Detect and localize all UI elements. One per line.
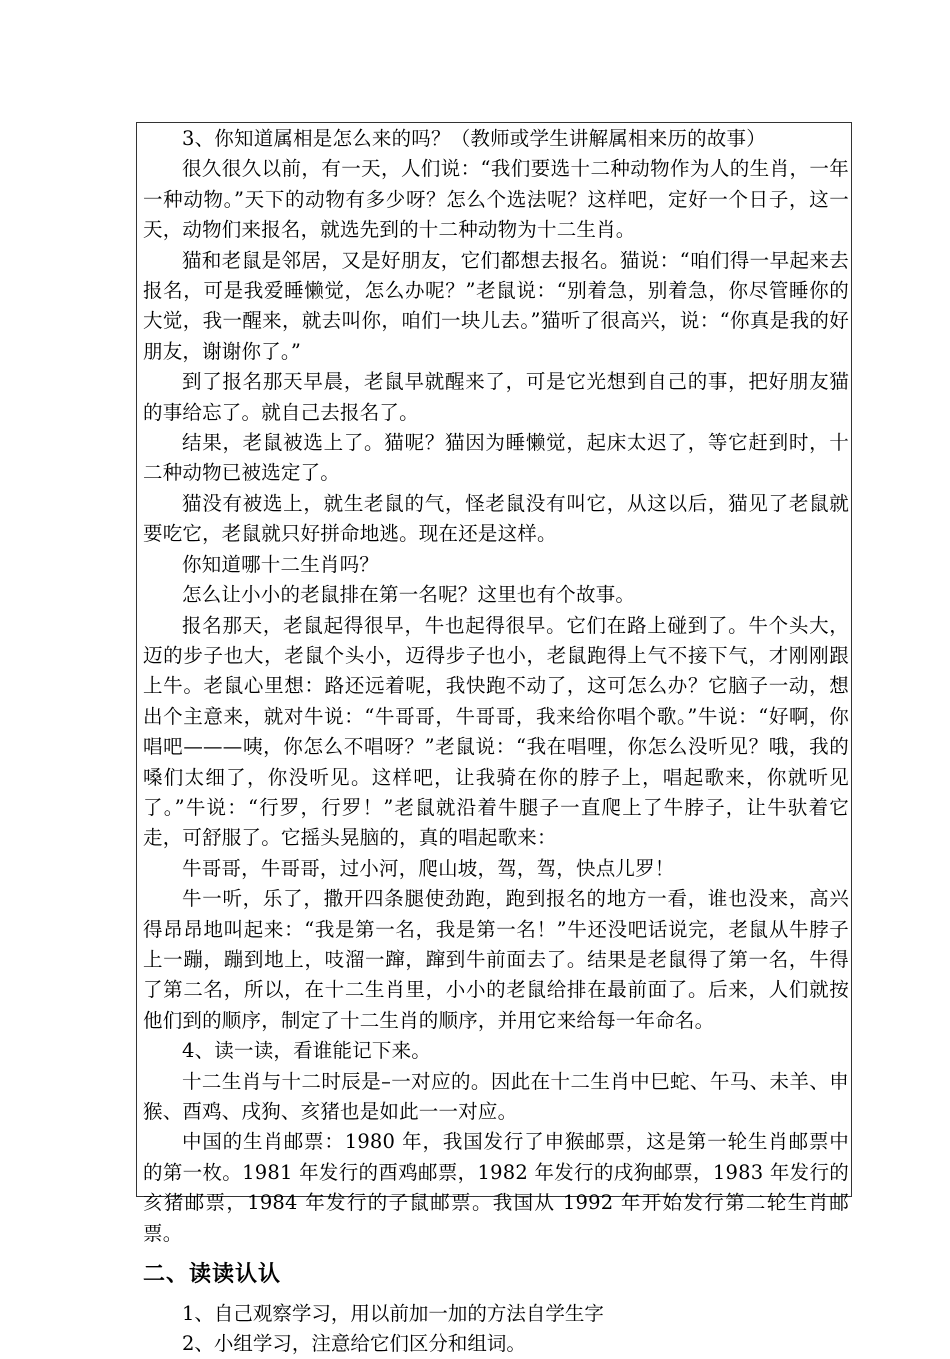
list-item: 1、自己观察学习，用以前加一加的方法自学生字 [182, 1302, 604, 1326]
question-zodiac-origin: 3、你知道属相是怎么来的吗？（教师或学生讲解属相来历的故事） [182, 127, 766, 150]
list-item: 2、小组学习，注意给它们区分和组词。 [182, 1332, 526, 1356]
story-paragraph: 怎么让小小的老鼠排在第一名呢？这里也有个故事。 [182, 583, 636, 607]
story-paragraph: 到了报名那天早晨，老鼠早就醒来了，可是它光想到自己的事，把好朋友猫的事给忘了。就自己去报名了。 [143, 370, 849, 424]
story-paragraph: 猫没有被选上，就生老鼠的气，怪老鼠没有叫它，从这以后，猫见了老鼠就要吃它，老鼠就只好拼命地逃。现在还是这样。 [143, 491, 849, 546]
section-heading: 二、读读认认 [143, 1262, 282, 1288]
story-paragraph: 猫和老鼠是邻居，又是好朋友，它们都想去报名。猫说：“咱们得一早起来去报名，可是我爱睡懒觉，怎么办呢？”老鼠说：“别着急，别着急，你尽管睡你的大觉，我一醒来，就去叫你，咱们一块儿去。”猫听了很高兴，说：“你真是我的好朋友，谢谢你了。” [143, 248, 849, 363]
reading-task: 4、读一读，看谁能记下来。 [182, 1039, 432, 1063]
story-paragraph: 结果，老鼠被选上了。猫呢？猫因为睡懒觉，起床太迟了，等它赶到时，十二种动物已被选定了。 [143, 431, 849, 485]
zodiac-stamps-paragraph: 中国的生肖邮票：1980 年，我国发行了申猴邮票，这是第一轮生肖邮票中的第一枚。1981 年发行的酉鸡邮票，1982 年发行的戌狗邮票，1983 年发行的亥猪邮票，1984 年发行的子鼠邮票。我国从 1992 年开始发行第二轮生肖邮票。 [143, 1130, 849, 1245]
story-paragraph: 报名那天，老鼠起得很早，牛也起得很早。它们在路上碰到了。牛个头大，迈的步子也大，老鼠个头小，迈得步子也小，老鼠跑得上气不接下气，才刚刚跟上牛。老鼠心里想：路还远着呢，我快跑不动了，这可怎么办？它脑子一动，想出个主意来，就对牛说：“牛哥哥，牛哥哥，我来给你唱个歌。”牛说：“好啊，你唱吧———咦，你怎么不唱呀？”老鼠说：“我在唱哩，你怎么没听见？哦，我的嗓们太细了，你没听见。这样吧，让我骑在你的脖子上，唱起歌来，你就听见了。”牛说：“行罗，行罗！”老鼠就沿着牛腿子一直爬上了牛脖子，让牛驮着它走，可舒服了。它摇头晃脑的，真的唱起歌来： [143, 613, 849, 850]
lesson-content [143, 124, 849, 1359]
story-paragraph: 你知道哪十二生肖吗？ [182, 552, 380, 576]
zodiac-hours-paragraph: 十二生肖与十二时辰是–一对应的。因此在十二生肖中巳蛇、午马、未羊、申猴、酉鸡、戌狗、亥猪也是如此一一对应。 [143, 1069, 849, 1123]
story-paragraph: 很久很久以前，有一天，人们说：“我们要选十二种动物作为人的生肖，一年一种动物。”天下的动物有多少呀？怎么个选法呢？这样吧，定好一个日子，这一天，动物们来报名，就选先到的十二种动物为十二生肖。 [143, 157, 849, 242]
song-line: 牛哥哥，牛哥哥，过小河，爬山坡，驾，驾，快点儿罗！ [182, 856, 675, 880]
story-paragraph: 牛一听，乐了，撒开四条腿使劲跑，跑到报名的地方一看，谁也没来，高兴得昂昂地叫起来：“我是第一名，我是第一名！”牛还没吧话说完，老鼠从牛脖子上一蹦，蹦到地上，吱溜一蹿，蹿到牛前面去了。结果是老鼠得了第一名，牛得了第二名，所以，在十二生肖里，小小的老鼠给排在最前面了。后来，人们就按他们到的顺序，制定了十二生肖的顺序，并用它来给每一年命名。 [143, 887, 849, 1032]
